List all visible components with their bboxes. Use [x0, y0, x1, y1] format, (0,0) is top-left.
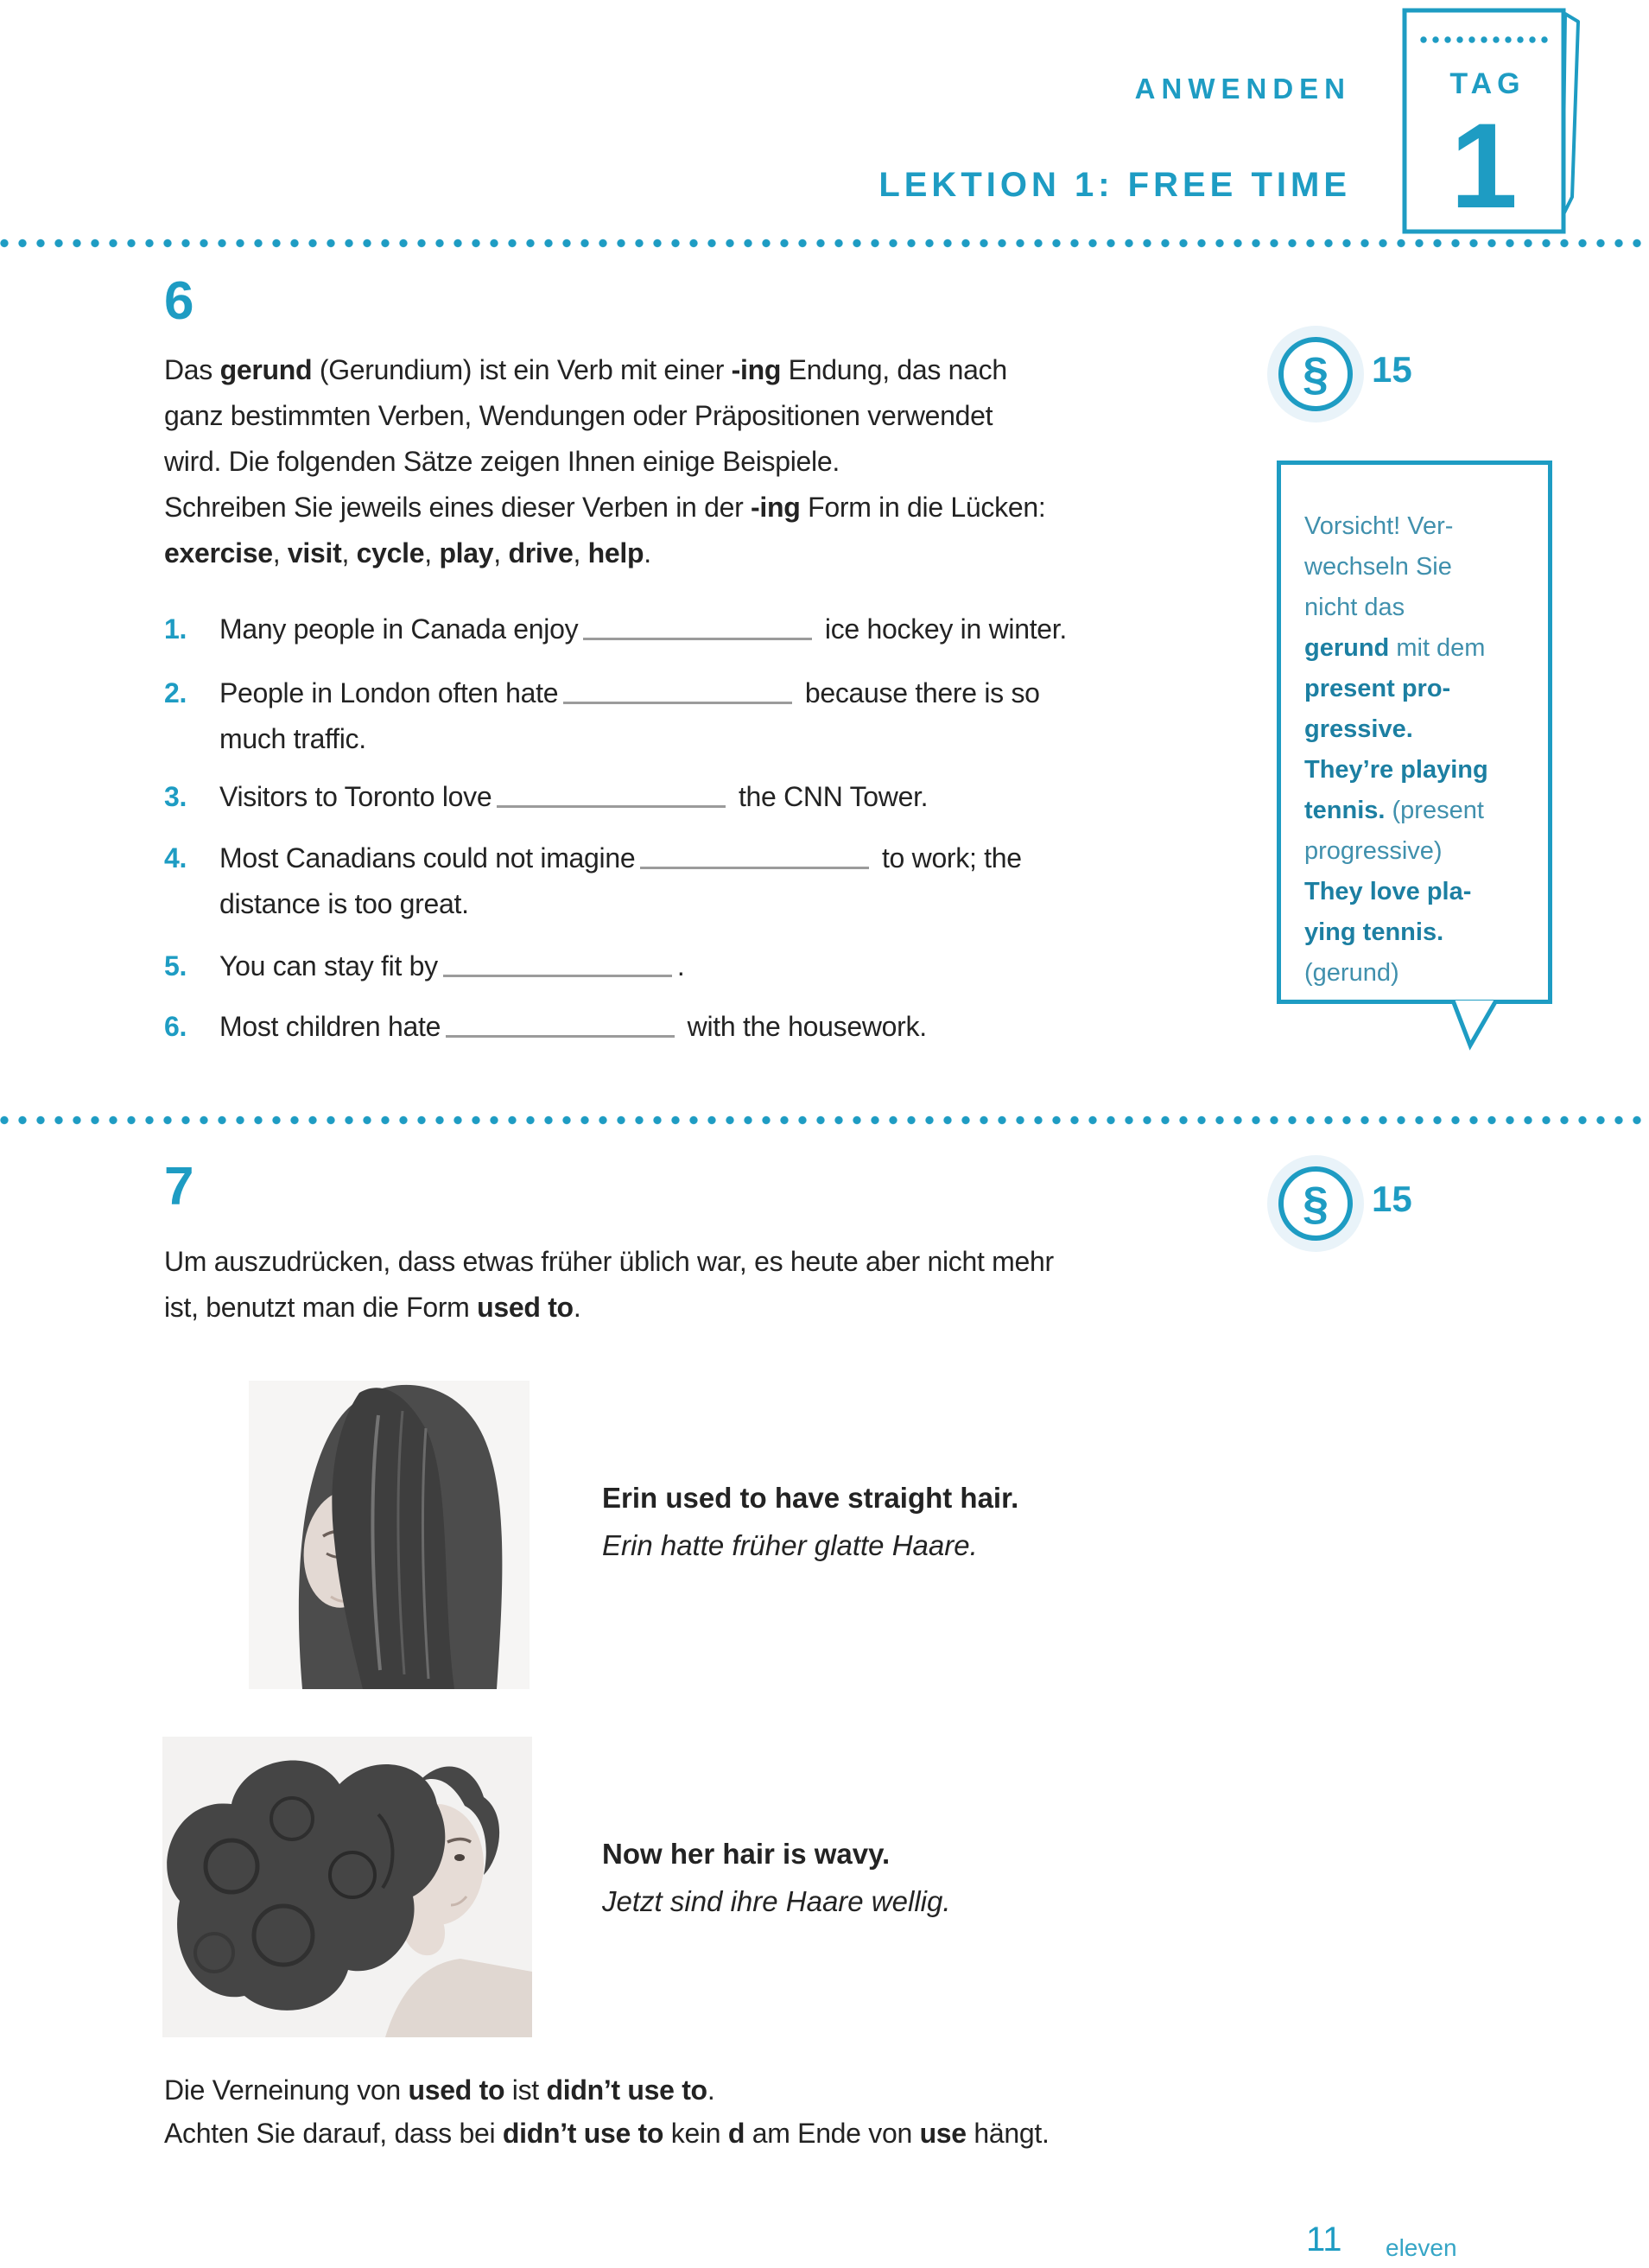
item-number: 4.: [164, 842, 187, 874]
calendar-label: TAG: [1449, 67, 1525, 100]
exercise-item-2: [164, 670, 1253, 762]
exercise-item-4: [164, 835, 1253, 927]
item-number: 1.: [164, 613, 187, 645]
caption-english: Erin used to have straight hair.: [602, 1482, 1019, 1514]
day-calendar-icon: [1401, 7, 1588, 237]
fill-in-blank: [583, 625, 812, 640]
caption-german: Jetzt sind ihre Haare wellig.: [602, 1885, 951, 1917]
dotted-separator-middle: [0, 1115, 1649, 1125]
note-line: present pro-: [1304, 675, 1451, 702]
note-line: Vorsicht! Ver-: [1304, 512, 1454, 540]
note-line: progressive): [1304, 837, 1443, 865]
paragraph-reference-number: 15: [1372, 349, 1412, 390]
note-line: nicht das: [1304, 594, 1405, 621]
note-line: ying tennis.: [1304, 918, 1444, 946]
exercise-item-3: [164, 774, 1253, 820]
section-6-instructions: Das gerund (Gerundium) ist ein Verb mit einer -ing Endung, das nach ganz bestimmten Verben, Wendungen oder Präpositionen verwendet wird. Die folgenden Sätze zeigen Ihnen einige Beispiele. Schreiben Sie jeweils eines dieser Verben in der -ing Form in die Lücken: exercise, visit, cycle, play, drive, help.: [164, 354, 1046, 569]
page-number: 11: [1306, 2220, 1342, 2258]
fill-in-blank: [443, 962, 672, 977]
straight-hair-image: [249, 1381, 530, 1689]
note-line: gressive.: [1304, 715, 1413, 743]
item-sentence: Many people in Canada enjoy ice hockey in winter.: [219, 613, 1067, 645]
item-sentence: You can stay fit by .: [219, 950, 685, 982]
section-sign: §: [1302, 348, 1329, 400]
erin-straight-hair-photo: [249, 1381, 530, 1689]
note-line: gerund mit dem: [1304, 634, 1486, 662]
paragraph-reference-icon: [1278, 337, 1353, 411]
note-line: tennis. (present: [1304, 797, 1484, 824]
note-line: They love pla-: [1304, 878, 1472, 905]
figure-2-caption: [602, 1830, 1310, 1925]
section-sign: §: [1302, 1178, 1329, 1229]
item-number: 3.: [164, 781, 187, 812]
wavy-hair-image: [162, 1737, 532, 2037]
exercise-item-6: [164, 1004, 1253, 1050]
item-sentence: People in London often hate because there is so much traffic.: [219, 677, 1040, 754]
figure-1-caption: [602, 1474, 1310, 1569]
speech-bubble-tail: [1449, 1001, 1500, 1051]
dotted-separator-top: [0, 238, 1649, 248]
section-6-number: 6: [164, 271, 194, 331]
fill-in-blank: [446, 1022, 675, 1038]
item-number: 5.: [164, 950, 187, 982]
item-number: 6.: [164, 1011, 187, 1042]
note-line: (gerund): [1304, 959, 1399, 987]
section-7-negation-note: Die Verneinung von used to ist didn’t use to. Achten Sie darauf, dass bei didn’t use to kein d am Ende von use hängt.: [164, 2074, 1050, 2149]
paragraph-reference-icon: [1278, 1166, 1353, 1241]
caption-german: Erin hatte früher glatte Haare.: [602, 1529, 978, 1561]
note-line: They’re playing: [1304, 756, 1488, 784]
note-line: wechseln Sie: [1304, 553, 1452, 581]
section-7-number: 7: [164, 1157, 194, 1217]
fill-in-blank: [497, 792, 726, 808]
item-sentence: Most Canadians could not imagine to work; the distance is too great.: [219, 842, 1022, 919]
calendar-day-number: 1: [1450, 98, 1518, 233]
fill-in-blank: [640, 854, 869, 869]
item-sentence: Visitors to Toronto love the CNN Tower.: [219, 781, 929, 812]
item-number: 2.: [164, 677, 187, 708]
calendar-page-icon: [1401, 7, 1588, 237]
grammar-warning-note: [1277, 461, 1552, 1004]
lesson-title: LEKTION 1: FREE TIME: [878, 166, 1351, 204]
page-number-word: eleven: [1386, 2234, 1457, 2261]
erin-wavy-hair-photo: [162, 1737, 532, 2037]
item-sentence: Most children hate with the housework.: [219, 1011, 927, 1042]
fill-in-blank: [563, 689, 792, 704]
paragraph-reference-number: 15: [1372, 1178, 1412, 1219]
section-kicker: ANWENDEN: [1134, 73, 1351, 105]
section-7-instructions: Um auszudrücken, dass etwas früher üblich war, es heute aber nicht mehr ist, benutzt man die Form used to.: [164, 1246, 1054, 1323]
exercise-item-1: [164, 607, 1253, 652]
exercise-item-5: [164, 943, 1253, 989]
caption-english: Now her hair is wavy.: [602, 1838, 891, 1870]
